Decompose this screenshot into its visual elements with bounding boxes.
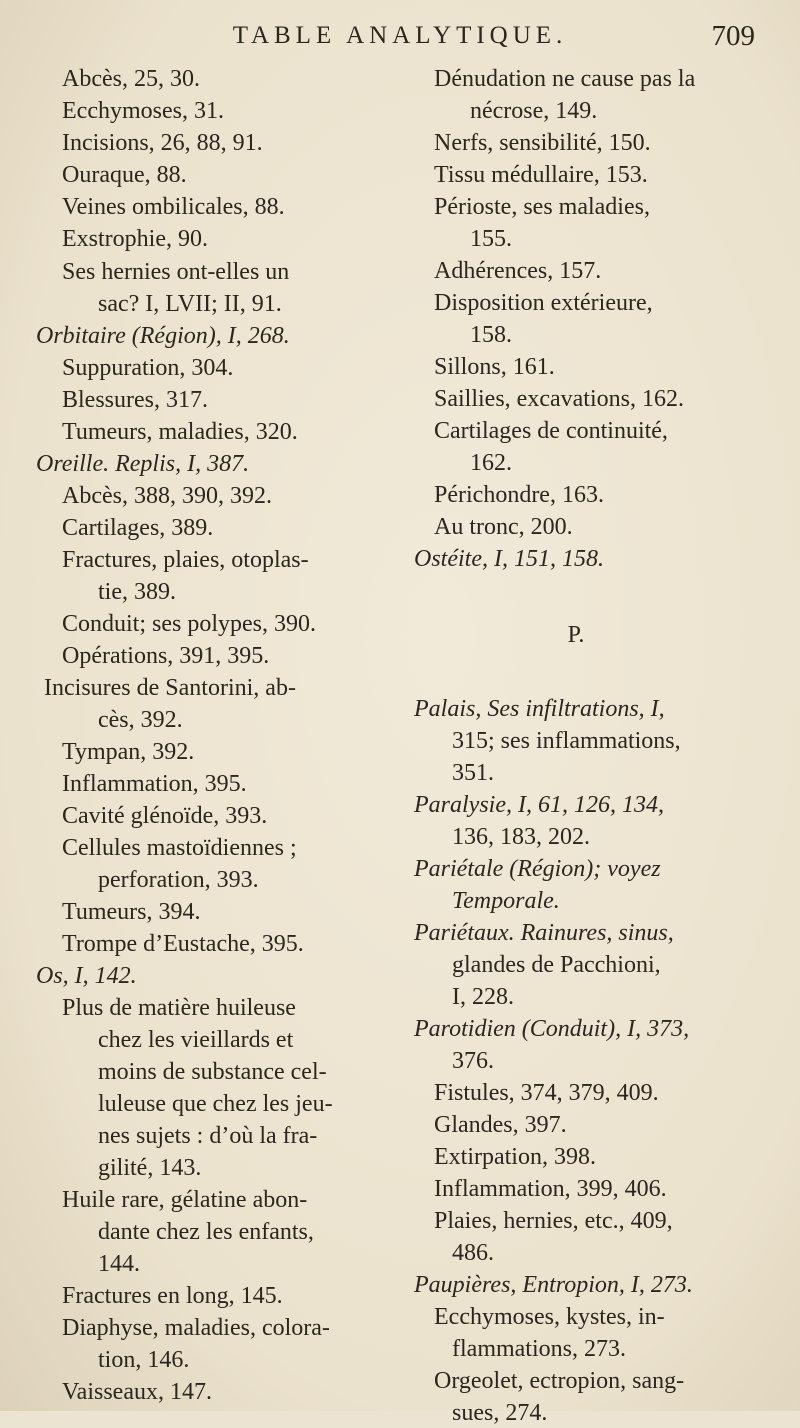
running-title: TABLE ANALYTIQUE. — [232, 22, 568, 49]
left-index-line: Tumeurs, maladies, 320. — [62, 419, 298, 445]
right-index-line: Disposition extérieure, — [434, 290, 653, 316]
left-index-line: moins de substance cel- — [98, 1059, 327, 1085]
left-index-line: Opérations, 391, 395. — [62, 643, 270, 669]
left-index-line: chez les vieillards et — [98, 1027, 294, 1053]
left-index-line: nes sujets : d’où la fra- — [98, 1123, 318, 1149]
right-index-line: Ecchymoses, kystes, in- — [434, 1304, 665, 1330]
right-index-line: Palais, Ses infiltrations, I, — [414, 696, 665, 722]
right-index-line: flammations, 273. — [452, 1336, 626, 1362]
left-index-line: tion, 146. — [98, 1347, 190, 1373]
right-index-line: 155. — [470, 226, 512, 252]
right-index-line: Tissu médullaire, 153. — [434, 162, 648, 188]
right-index-line: 162. — [470, 450, 512, 476]
left-index-line: Oreille. Replis, I, 387. — [36, 451, 250, 477]
left-index-line: Inflammation, 395. — [62, 771, 247, 797]
left-index-line: Conduit; ses polypes, 390. — [62, 611, 317, 637]
left-index-line: Plus de matière huileuse — [62, 995, 296, 1021]
left-index-line: Fractures en long, 145. — [62, 1283, 283, 1309]
right-index-line: Au tronc, 200. — [434, 514, 573, 540]
left-index-line: Abcès, 25, 30. — [62, 66, 200, 92]
left-index-line: Cellules mastoïdiennes ; — [62, 835, 297, 861]
left-index-line: tie, 389. — [98, 579, 176, 605]
left-index-line: Ses hernies ont-elles un — [62, 259, 290, 285]
right-index-line: Périoste, ses maladies, — [434, 194, 650, 220]
left-index-line: Incisions, 26, 88, 91. — [62, 130, 263, 156]
right-index-line: 158. — [470, 322, 512, 348]
right-index-line: Adhérences, 157. — [434, 258, 602, 284]
left-index-line: perforation, 393. — [98, 867, 259, 893]
right-index-line: I, 228. — [452, 984, 514, 1010]
left-index-line: Huile rare, gélatine abon- — [62, 1187, 308, 1213]
left-index-line: Trompe d’Eustache, 395. — [62, 931, 304, 957]
page-header — [0, 22, 800, 62]
right-index-line: 486. — [452, 1240, 494, 1266]
right-index-line: Cartilages de continuité, — [434, 418, 668, 444]
left-index-line: Vaisseaux, 147. — [62, 1379, 212, 1405]
right-index-line: Sillons, 161. — [434, 354, 555, 380]
left-index-line: Fractures, plaies, otoplas- — [62, 547, 309, 573]
right-index-line: Inflammation, 399, 406. — [434, 1176, 667, 1202]
right-index-line: Plaies, hernies, etc., 409, — [434, 1208, 673, 1234]
section-letter-heading: P. — [567, 622, 585, 648]
right-index-line: Pariétale (Région); voyez — [414, 856, 661, 882]
right-index-line: 315; ses inflammations, — [452, 728, 681, 754]
page-number: 709 — [711, 20, 755, 52]
right-index-line: glandes de Pacchioni, — [452, 952, 661, 978]
right-index-line: Paralysie, I, 61, 126, 134, — [414, 792, 664, 818]
right-index-line: Paupières, Entropion, I, 273. — [414, 1272, 693, 1298]
right-index-line: 376. — [452, 1048, 494, 1074]
left-index-line: Cartilages, 389. — [62, 515, 214, 541]
right-index-line: Saillies, excavations, 162. — [434, 386, 684, 412]
left-index-line: Suppuration, 304. — [62, 355, 234, 381]
right-index-line: nécrose, 149. — [470, 98, 598, 124]
left-index-line: cès, 392. — [98, 707, 183, 733]
right-index-line: 136, 183, 202. — [452, 824, 590, 850]
right-index-line: Parotidien (Conduit), I, 373, — [414, 1016, 690, 1042]
left-index-line: Veines ombilicales, 88. — [62, 194, 285, 220]
right-index-line: Fistules, 374, 379, 409. — [434, 1080, 659, 1106]
right-index-line: Nerfs, sensibilité, 150. — [434, 130, 651, 156]
left-index-line: Os, I, 142. — [36, 963, 137, 989]
right-index-line: Pariétaux. Rainures, sinus, — [414, 920, 674, 946]
left-index-line: Incisures de Santorini, ab- — [44, 675, 296, 701]
right-index-line: Ostéite, I, 151, 158. — [414, 546, 604, 572]
left-index-line: Tympan, 392. — [62, 739, 195, 765]
left-index-line: Orbitaire (Région), I, 268. — [36, 323, 290, 349]
right-index-line: Glandes, 397. — [434, 1112, 567, 1138]
left-index-line: gilité, 143. — [98, 1155, 202, 1181]
left-index-line: Ecchymoses, 31. — [62, 98, 224, 124]
left-index-line: Abcès, 388, 390, 392. — [62, 483, 272, 509]
left-index-line: Blessures, 317. — [62, 387, 208, 413]
right-index-line: Extirpation, 398. — [434, 1144, 596, 1170]
left-index-line: luleuse que chez les jeu- — [98, 1091, 333, 1117]
right-index-line: 351. — [452, 760, 494, 786]
right-index-line: Temporale. — [452, 888, 560, 914]
right-index-line: Orgeolet, ectropion, sang- — [434, 1368, 685, 1394]
right-index-line: Périchondre, 163. — [434, 482, 604, 508]
left-index-line: dante chez les enfants, — [98, 1219, 314, 1245]
left-index-line: Ouraque, 88. — [62, 162, 187, 188]
left-index-line: Tumeurs, 394. — [62, 899, 201, 925]
left-index-line: Exstrophie, 90. — [62, 226, 208, 252]
left-index-line: Cavité glénoïde, 393. — [62, 803, 268, 829]
right-index-line: Dénudation ne cause pas la — [434, 66, 696, 92]
right-index-line: sues, 274. — [452, 1400, 548, 1426]
left-index-line: Diaphyse, maladies, colora- — [62, 1315, 330, 1341]
left-index-line: 144. — [98, 1251, 140, 1277]
left-index-line: sac? I, LVII; II, 91. — [98, 291, 282, 317]
